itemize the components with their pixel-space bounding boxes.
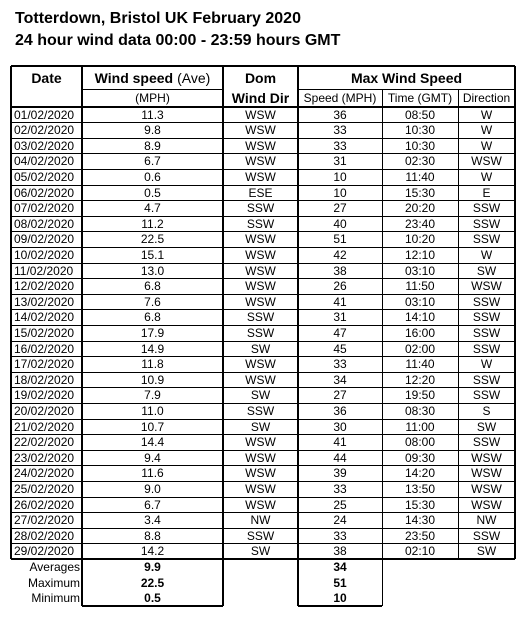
row-dom-dir: ESE bbox=[248, 185, 273, 200]
row-separator bbox=[11, 403, 515, 404]
row-avg-speed: 0.5 bbox=[144, 185, 161, 200]
summary-max: 51 bbox=[333, 575, 347, 590]
row-separator bbox=[11, 528, 515, 529]
row-max-dir: WSW bbox=[471, 154, 502, 169]
header-max-wind-speed: Max Wind Speed bbox=[350, 70, 463, 86]
row-separator bbox=[11, 372, 515, 373]
row-max-speed: 10 bbox=[333, 185, 347, 200]
row-date: 22/02/2020 bbox=[14, 435, 75, 450]
row-avg-speed: 10.9 bbox=[140, 372, 165, 387]
row-dom-dir: SSW bbox=[246, 528, 275, 543]
row-avg-speed: 11.3 bbox=[141, 107, 164, 122]
summary-avg: 9.9 bbox=[144, 559, 161, 574]
row-avg-speed: 8.8 bbox=[144, 528, 161, 543]
row-dom-dir: WSW bbox=[245, 232, 276, 247]
row-max-time: 14:10 bbox=[404, 310, 436, 325]
row-separator bbox=[11, 309, 515, 310]
summary-box-bottom bbox=[298, 605, 382, 607]
row-dom-dir: WSW bbox=[245, 107, 276, 122]
row-max-dir: SW bbox=[476, 263, 497, 278]
row-separator bbox=[11, 465, 515, 466]
row-date: 23/02/2020 bbox=[14, 450, 75, 465]
row-max-time: 14:20 bbox=[404, 466, 436, 481]
row-max-time: 10:20 bbox=[404, 232, 436, 247]
row-separator bbox=[11, 278, 515, 279]
row-avg-speed: 13.0 bbox=[140, 263, 165, 278]
row-max-dir: WSW bbox=[471, 466, 502, 481]
row-max-dir: W bbox=[480, 247, 493, 262]
row-date: 07/02/2020 bbox=[14, 201, 75, 216]
row-max-dir: SSW bbox=[472, 216, 501, 231]
row-max-time: 02:30 bbox=[404, 154, 436, 169]
row-date: 02/02/2020 bbox=[14, 123, 75, 138]
row-dom-dir: SSW bbox=[246, 201, 275, 216]
header-wind-speed-ave: (Ave) bbox=[177, 70, 211, 86]
row-date: 01/02/2020 bbox=[14, 107, 75, 122]
row-dom-dir: WSW bbox=[245, 435, 276, 450]
row-date: 25/02/2020 bbox=[14, 481, 75, 496]
row-separator bbox=[11, 543, 515, 544]
row-separator bbox=[11, 512, 515, 513]
row-max-speed: 41 bbox=[333, 435, 347, 450]
header-max-time: Time (GMT) bbox=[387, 91, 453, 105]
row-dom-dir: NW bbox=[250, 513, 271, 528]
row-date: 27/02/2020 bbox=[14, 513, 75, 528]
row-date: 24/02/2020 bbox=[14, 466, 75, 481]
row-max-dir: WSW bbox=[471, 279, 502, 294]
row-date: 26/02/2020 bbox=[14, 497, 75, 512]
row-max-time: 11:40 bbox=[405, 169, 435, 184]
row-date: 16/02/2020 bbox=[14, 341, 75, 356]
row-max-dir: WSW bbox=[471, 450, 502, 465]
row-date: 20/02/2020 bbox=[14, 403, 75, 418]
row-separator bbox=[11, 387, 515, 388]
row-max-dir: NW bbox=[476, 513, 497, 528]
row-max-speed: 45 bbox=[333, 341, 347, 356]
row-avg-speed: 0.6 bbox=[144, 169, 161, 184]
row-max-speed: 36 bbox=[333, 107, 347, 122]
row-max-time: 08:30 bbox=[404, 403, 436, 418]
row-max-time: 12:20 bbox=[404, 372, 436, 387]
row-dom-dir: SSW bbox=[246, 216, 275, 231]
row-date: 21/02/2020 bbox=[14, 419, 75, 434]
summary-box-bottom bbox=[82, 605, 223, 607]
column-divider bbox=[382, 89, 383, 606]
row-avg-speed: 14.9 bbox=[140, 341, 165, 356]
row-dom-dir: WSW bbox=[245, 497, 276, 512]
column-divider bbox=[222, 66, 224, 606]
row-avg-speed: 11.2 bbox=[141, 216, 164, 231]
row-dom-dir: SSW bbox=[246, 325, 275, 340]
row-separator bbox=[11, 216, 515, 217]
row-max-time: 08:00 bbox=[404, 435, 436, 450]
row-max-speed: 41 bbox=[333, 294, 347, 309]
row-max-speed: 38 bbox=[333, 263, 347, 278]
row-avg-speed: 6.8 bbox=[144, 279, 161, 294]
row-avg-speed: 4.7 bbox=[144, 201, 161, 216]
row-date: 06/02/2020 bbox=[14, 185, 75, 200]
row-date: 28/02/2020 bbox=[14, 528, 75, 543]
row-max-dir: W bbox=[480, 357, 493, 372]
row-max-dir: SW bbox=[476, 419, 497, 434]
table-top-border bbox=[11, 65, 515, 67]
row-separator bbox=[11, 325, 515, 326]
row-separator bbox=[11, 419, 515, 420]
row-max-dir: SSW bbox=[472, 528, 501, 543]
row-avg-speed: 11.6 bbox=[141, 466, 164, 481]
row-dom-dir: WSW bbox=[245, 279, 276, 294]
row-dom-dir: SW bbox=[250, 341, 271, 356]
header-wind-speed bbox=[82, 69, 223, 87]
row-separator bbox=[11, 263, 515, 264]
row-max-dir: W bbox=[480, 169, 493, 184]
row-max-speed: 27 bbox=[333, 201, 347, 216]
row-avg-speed: 9.4 bbox=[144, 450, 161, 465]
row-max-speed: 27 bbox=[333, 388, 347, 403]
row-separator bbox=[11, 497, 515, 498]
row-avg-speed: 6.8 bbox=[144, 310, 161, 325]
header-dom-line1: Dom bbox=[244, 70, 277, 86]
row-dom-dir: SSW bbox=[246, 403, 275, 418]
row-separator bbox=[11, 169, 515, 170]
row-max-dir: SSW bbox=[472, 325, 501, 340]
row-max-dir: W bbox=[480, 107, 493, 122]
row-date: 18/02/2020 bbox=[14, 372, 75, 387]
table-right-border bbox=[514, 66, 516, 559]
row-date: 10/02/2020 bbox=[14, 247, 75, 262]
row-max-time: 13:50 bbox=[404, 481, 436, 496]
row-date: 29/02/2020 bbox=[14, 544, 75, 559]
row-separator bbox=[11, 247, 515, 248]
row-avg-speed: 7.9 bbox=[144, 388, 161, 403]
row-date: 19/02/2020 bbox=[14, 388, 75, 403]
row-max-speed: 33 bbox=[333, 123, 347, 138]
row-max-speed: 44 bbox=[333, 450, 347, 465]
row-max-time: 19:50 bbox=[404, 388, 436, 403]
row-max-time: 02:10 bbox=[404, 544, 436, 559]
row-max-time: 23:50 bbox=[404, 528, 436, 543]
row-max-dir: WSW bbox=[471, 497, 502, 512]
row-separator bbox=[11, 138, 515, 139]
row-max-time: 10:30 bbox=[404, 138, 436, 153]
row-date: 11/02/2020 bbox=[14, 263, 74, 278]
row-separator bbox=[11, 122, 515, 123]
row-avg-speed: 3.4 bbox=[144, 513, 161, 528]
row-max-time: 10:30 bbox=[404, 123, 436, 138]
column-divider bbox=[458, 89, 459, 559]
row-dom-dir: SSW bbox=[246, 310, 275, 325]
table-bottom-border bbox=[11, 558, 515, 560]
header-max-direction: Direction bbox=[462, 91, 511, 105]
row-max-time: 11:00 bbox=[405, 419, 435, 434]
row-max-dir: SSW bbox=[472, 341, 501, 356]
page-subtitle: 24 hour wind data 00:00 - 23:59 hours GMT bbox=[15, 32, 341, 49]
row-max-time: 15:30 bbox=[404, 497, 436, 512]
row-max-speed: 39 bbox=[333, 466, 347, 481]
row-max-speed: 33 bbox=[333, 528, 347, 543]
row-avg-speed: 9.8 bbox=[144, 123, 161, 138]
row-date: 08/02/2020 bbox=[14, 216, 75, 231]
row-max-dir: SSW bbox=[472, 294, 501, 309]
row-max-speed: 36 bbox=[333, 403, 347, 418]
row-dom-dir: WSW bbox=[245, 294, 276, 309]
table-left-border bbox=[10, 66, 12, 559]
row-max-speed: 10 bbox=[333, 169, 347, 184]
row-avg-speed: 8.9 bbox=[144, 138, 161, 153]
row-separator bbox=[11, 200, 515, 201]
header-bottom-border bbox=[11, 106, 515, 108]
row-avg-speed: 17.9 bbox=[140, 325, 165, 340]
row-date: 13/02/2020 bbox=[14, 294, 75, 309]
row-max-dir: SSW bbox=[472, 232, 501, 247]
page-title: Totterdown, Bristol UK February 2020 bbox=[15, 10, 301, 27]
summary-max: 10 bbox=[333, 591, 347, 606]
row-dom-dir: WSW bbox=[245, 263, 276, 278]
row-max-speed: 33 bbox=[333, 481, 347, 496]
row-dom-dir: WSW bbox=[245, 450, 276, 465]
row-dom-dir: WSW bbox=[245, 123, 276, 138]
summary-label: Minimum bbox=[31, 591, 80, 606]
row-dom-dir: WSW bbox=[245, 466, 276, 481]
row-max-speed: 47 bbox=[333, 325, 347, 340]
row-max-time: 08:50 bbox=[404, 107, 436, 122]
row-max-dir: W bbox=[480, 123, 493, 138]
header-rule bbox=[82, 89, 223, 90]
row-max-time: 03:10 bbox=[404, 263, 436, 278]
row-max-speed: 26 bbox=[333, 279, 347, 294]
summary-avg: 22.5 bbox=[140, 575, 165, 590]
row-date: 17/02/2020 bbox=[14, 357, 75, 372]
row-max-time: 20:20 bbox=[404, 201, 436, 216]
row-max-dir: SSW bbox=[472, 310, 501, 325]
row-separator bbox=[11, 356, 515, 357]
header-rule bbox=[298, 89, 515, 90]
row-max-time: 11:40 bbox=[405, 357, 435, 372]
header-dom-line2: Wind Dir bbox=[231, 90, 290, 106]
row-max-speed: 33 bbox=[333, 357, 347, 372]
row-dom-dir: WSW bbox=[245, 138, 276, 153]
row-dom-dir: SW bbox=[250, 419, 271, 434]
row-max-dir: SSW bbox=[472, 435, 501, 450]
row-max-dir: E bbox=[482, 185, 491, 200]
row-max-speed: 31 bbox=[333, 310, 347, 325]
header-date: Date bbox=[31, 70, 62, 86]
row-avg-speed: 11.8 bbox=[141, 357, 164, 372]
summary-label: Averages bbox=[29, 559, 80, 574]
row-dom-dir: WSW bbox=[245, 481, 276, 496]
row-avg-speed: 10.7 bbox=[140, 419, 165, 434]
row-max-time: 02:00 bbox=[404, 341, 436, 356]
row-separator bbox=[11, 450, 515, 451]
row-dom-dir: SW bbox=[250, 388, 271, 403]
row-avg-speed: 11.0 bbox=[141, 403, 164, 418]
row-max-speed: 30 bbox=[333, 419, 347, 434]
row-max-speed: 51 bbox=[333, 232, 347, 247]
row-max-speed: 40 bbox=[333, 216, 347, 231]
row-dom-dir: WSW bbox=[245, 169, 276, 184]
row-date: 14/02/2020 bbox=[14, 310, 75, 325]
row-dom-dir: WSW bbox=[245, 154, 276, 169]
row-date: 12/02/2020 bbox=[14, 279, 75, 294]
row-max-speed: 42 bbox=[333, 247, 347, 262]
row-date: 15/02/2020 bbox=[14, 325, 75, 340]
row-max-dir: W bbox=[480, 138, 493, 153]
row-date: 03/02/2020 bbox=[14, 138, 75, 153]
row-date: 04/02/2020 bbox=[14, 154, 75, 169]
row-avg-speed: 22.5 bbox=[140, 232, 165, 247]
row-max-dir: SSW bbox=[472, 201, 501, 216]
row-avg-speed: 15.1 bbox=[140, 247, 165, 262]
row-max-speed: 24 bbox=[333, 513, 347, 528]
row-separator bbox=[11, 434, 515, 435]
row-dom-dir: WSW bbox=[245, 357, 276, 372]
row-avg-speed: 7.6 bbox=[144, 294, 161, 309]
row-dom-dir: SW bbox=[250, 544, 271, 559]
row-separator bbox=[11, 294, 515, 295]
row-dom-dir: WSW bbox=[245, 247, 276, 262]
column-divider bbox=[297, 66, 299, 606]
column-divider bbox=[81, 66, 83, 606]
row-max-time: 11:50 bbox=[405, 279, 435, 294]
header-max-speed: Speed (MPH) bbox=[303, 91, 377, 105]
row-max-time: 14:30 bbox=[404, 513, 436, 528]
row-max-time: 23:40 bbox=[404, 216, 436, 231]
row-avg-speed: 14.2 bbox=[140, 544, 165, 559]
row-max-speed: 34 bbox=[333, 372, 347, 387]
summary-avg: 0.5 bbox=[144, 591, 161, 606]
row-max-time: 12:10 bbox=[404, 247, 436, 262]
row-separator bbox=[11, 153, 515, 154]
summary-label: Maximum bbox=[27, 575, 80, 590]
row-max-dir: WSW bbox=[471, 481, 502, 496]
row-separator bbox=[11, 185, 515, 186]
row-max-time: 03:10 bbox=[404, 294, 436, 309]
row-avg-speed: 6.7 bbox=[144, 497, 161, 512]
row-avg-speed: 6.7 bbox=[144, 154, 161, 169]
summary-max: 34 bbox=[333, 559, 347, 574]
row-date: 05/02/2020 bbox=[14, 169, 75, 184]
row-separator bbox=[11, 341, 515, 342]
header-wind-speed-label: Wind speed bbox=[94, 70, 174, 86]
row-date: 09/02/2020 bbox=[14, 232, 75, 247]
row-max-speed: 31 bbox=[333, 154, 347, 169]
row-separator bbox=[11, 231, 515, 232]
row-separator bbox=[11, 481, 515, 482]
row-max-dir: S bbox=[482, 403, 491, 418]
row-max-time: 15:30 bbox=[404, 185, 436, 200]
row-dom-dir: WSW bbox=[245, 372, 276, 387]
row-max-dir: SW bbox=[476, 544, 497, 559]
row-avg-speed: 14.4 bbox=[140, 435, 165, 450]
row-max-speed: 33 bbox=[333, 138, 347, 153]
row-max-time: 09:30 bbox=[404, 450, 436, 465]
row-max-speed: 25 bbox=[333, 497, 347, 512]
row-max-dir: SSW bbox=[472, 388, 501, 403]
row-max-speed: 38 bbox=[333, 544, 347, 559]
row-max-time: 16:00 bbox=[404, 325, 436, 340]
row-avg-speed: 9.0 bbox=[144, 481, 161, 496]
row-max-dir: SSW bbox=[472, 372, 501, 387]
header-wind-speed-unit: (MPH) bbox=[135, 91, 170, 105]
